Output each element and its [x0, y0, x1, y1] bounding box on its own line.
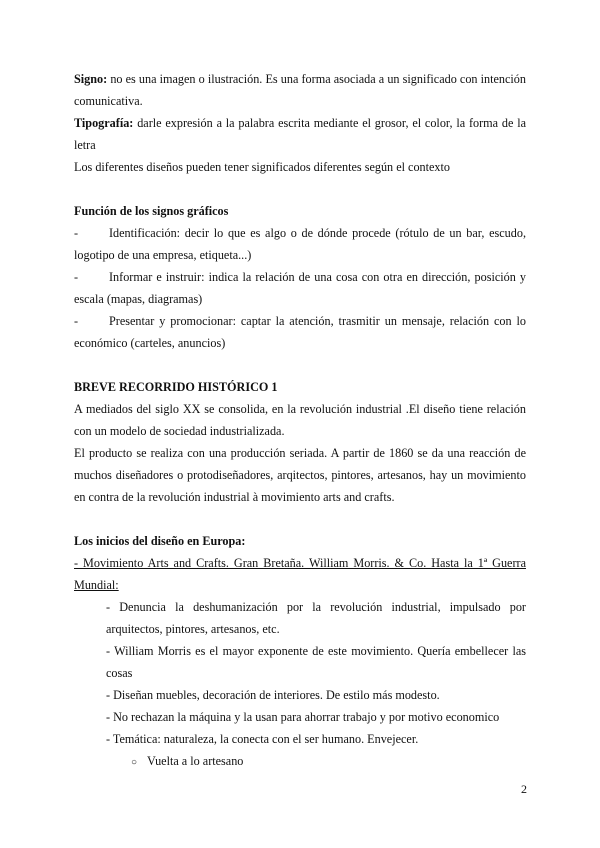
signo-text: no es una imagen o ilustración. Es una forma asociada a un significado con intención comunicativa.: [74, 72, 526, 108]
breve-heading: BREVE RECORRIDO HISTÓRICO 1: [74, 380, 278, 394]
dash-marker: -: [74, 314, 79, 328]
inicios-subheading: - Movimiento Arts and Crafts. Gran Bretaña. William Morris. & Co. Hasta la 1ª Guerra Mundial:: [74, 556, 526, 592]
tipografia-term: Tipografía:: [74, 116, 134, 130]
funcion-heading: Función de los signos gráficos: [74, 204, 229, 218]
inicios-item: - Denuncia la deshumanización por la revolución industrial, impulsado por arquitectos, pintores, artesanos, etc.: [106, 600, 526, 636]
inicios-item: - Temática: naturaleza, la conecta con el ser humano. Envejecer.: [106, 732, 419, 746]
bullet-text: Vuelta a lo artesano: [147, 754, 244, 768]
document-page: [74, 68, 526, 774]
inicios-heading: Los inicios del diseño en Europa:: [74, 534, 246, 548]
signo-term: Signo:: [74, 72, 108, 86]
funcion-item-text: Identificación: decir lo que es algo o de dónde procede (rótulo de un bar, escudo, logotipo de una empresa, etiqueta...): [74, 226, 526, 262]
tipografia-paragraph: [74, 112, 526, 156]
funcion-item: [74, 266, 526, 310]
funcion-item-text: Informar e instruir: indica la relación de una cosa con otra en dirección, posición y escala (mapas, diagramas): [74, 270, 526, 306]
signo-paragraph: [74, 68, 526, 112]
page-number: 2: [521, 782, 527, 796]
dash-marker: -: [74, 270, 79, 284]
inicios-bullet-item: [74, 750, 526, 774]
circle-bullet-icon: ○: [131, 757, 138, 768]
inicios-item: - No rechazan la máquina y la usan para ahorrar trabajo y por motivo economico: [106, 710, 500, 724]
inicios-item: - William Morris es el mayor exponente de este movimiento. Quería embellecer las cosas: [106, 644, 526, 680]
contexto-paragraph: Los diferentes diseños pueden tener significados diferentes según el contexto: [74, 160, 451, 174]
funcion-item-text: Presentar y promocionar: captar la atención, trasmitir un mensaje, relación con lo económico (carteles, anuncios): [74, 314, 526, 350]
breve-paragraph-1: A mediados del siglo XX se consolida, en la revolución industrial .El diseño tiene relación con un modelo de sociedad industrializada.: [74, 402, 526, 438]
tipografia-text: darle expresión a la palabra escrita mediante el grosor, el color, la forma de la letra: [74, 116, 526, 152]
funcion-item: [74, 310, 526, 354]
funcion-item: [74, 222, 526, 266]
dash-marker: -: [74, 226, 79, 240]
breve-paragraph-2: El producto se realiza con una producción seriada. A partir de 1860 se da una reacción de muchos diseñadores o protodiseñadores, arqitectos, pintores, artesanos, hay un movimiento en contra de la revolución industrial à movimiento arts and crafts.: [74, 446, 526, 504]
inicios-item: - Diseñan muebles, decoración de interiores. De estilo más modesto.: [106, 688, 440, 702]
